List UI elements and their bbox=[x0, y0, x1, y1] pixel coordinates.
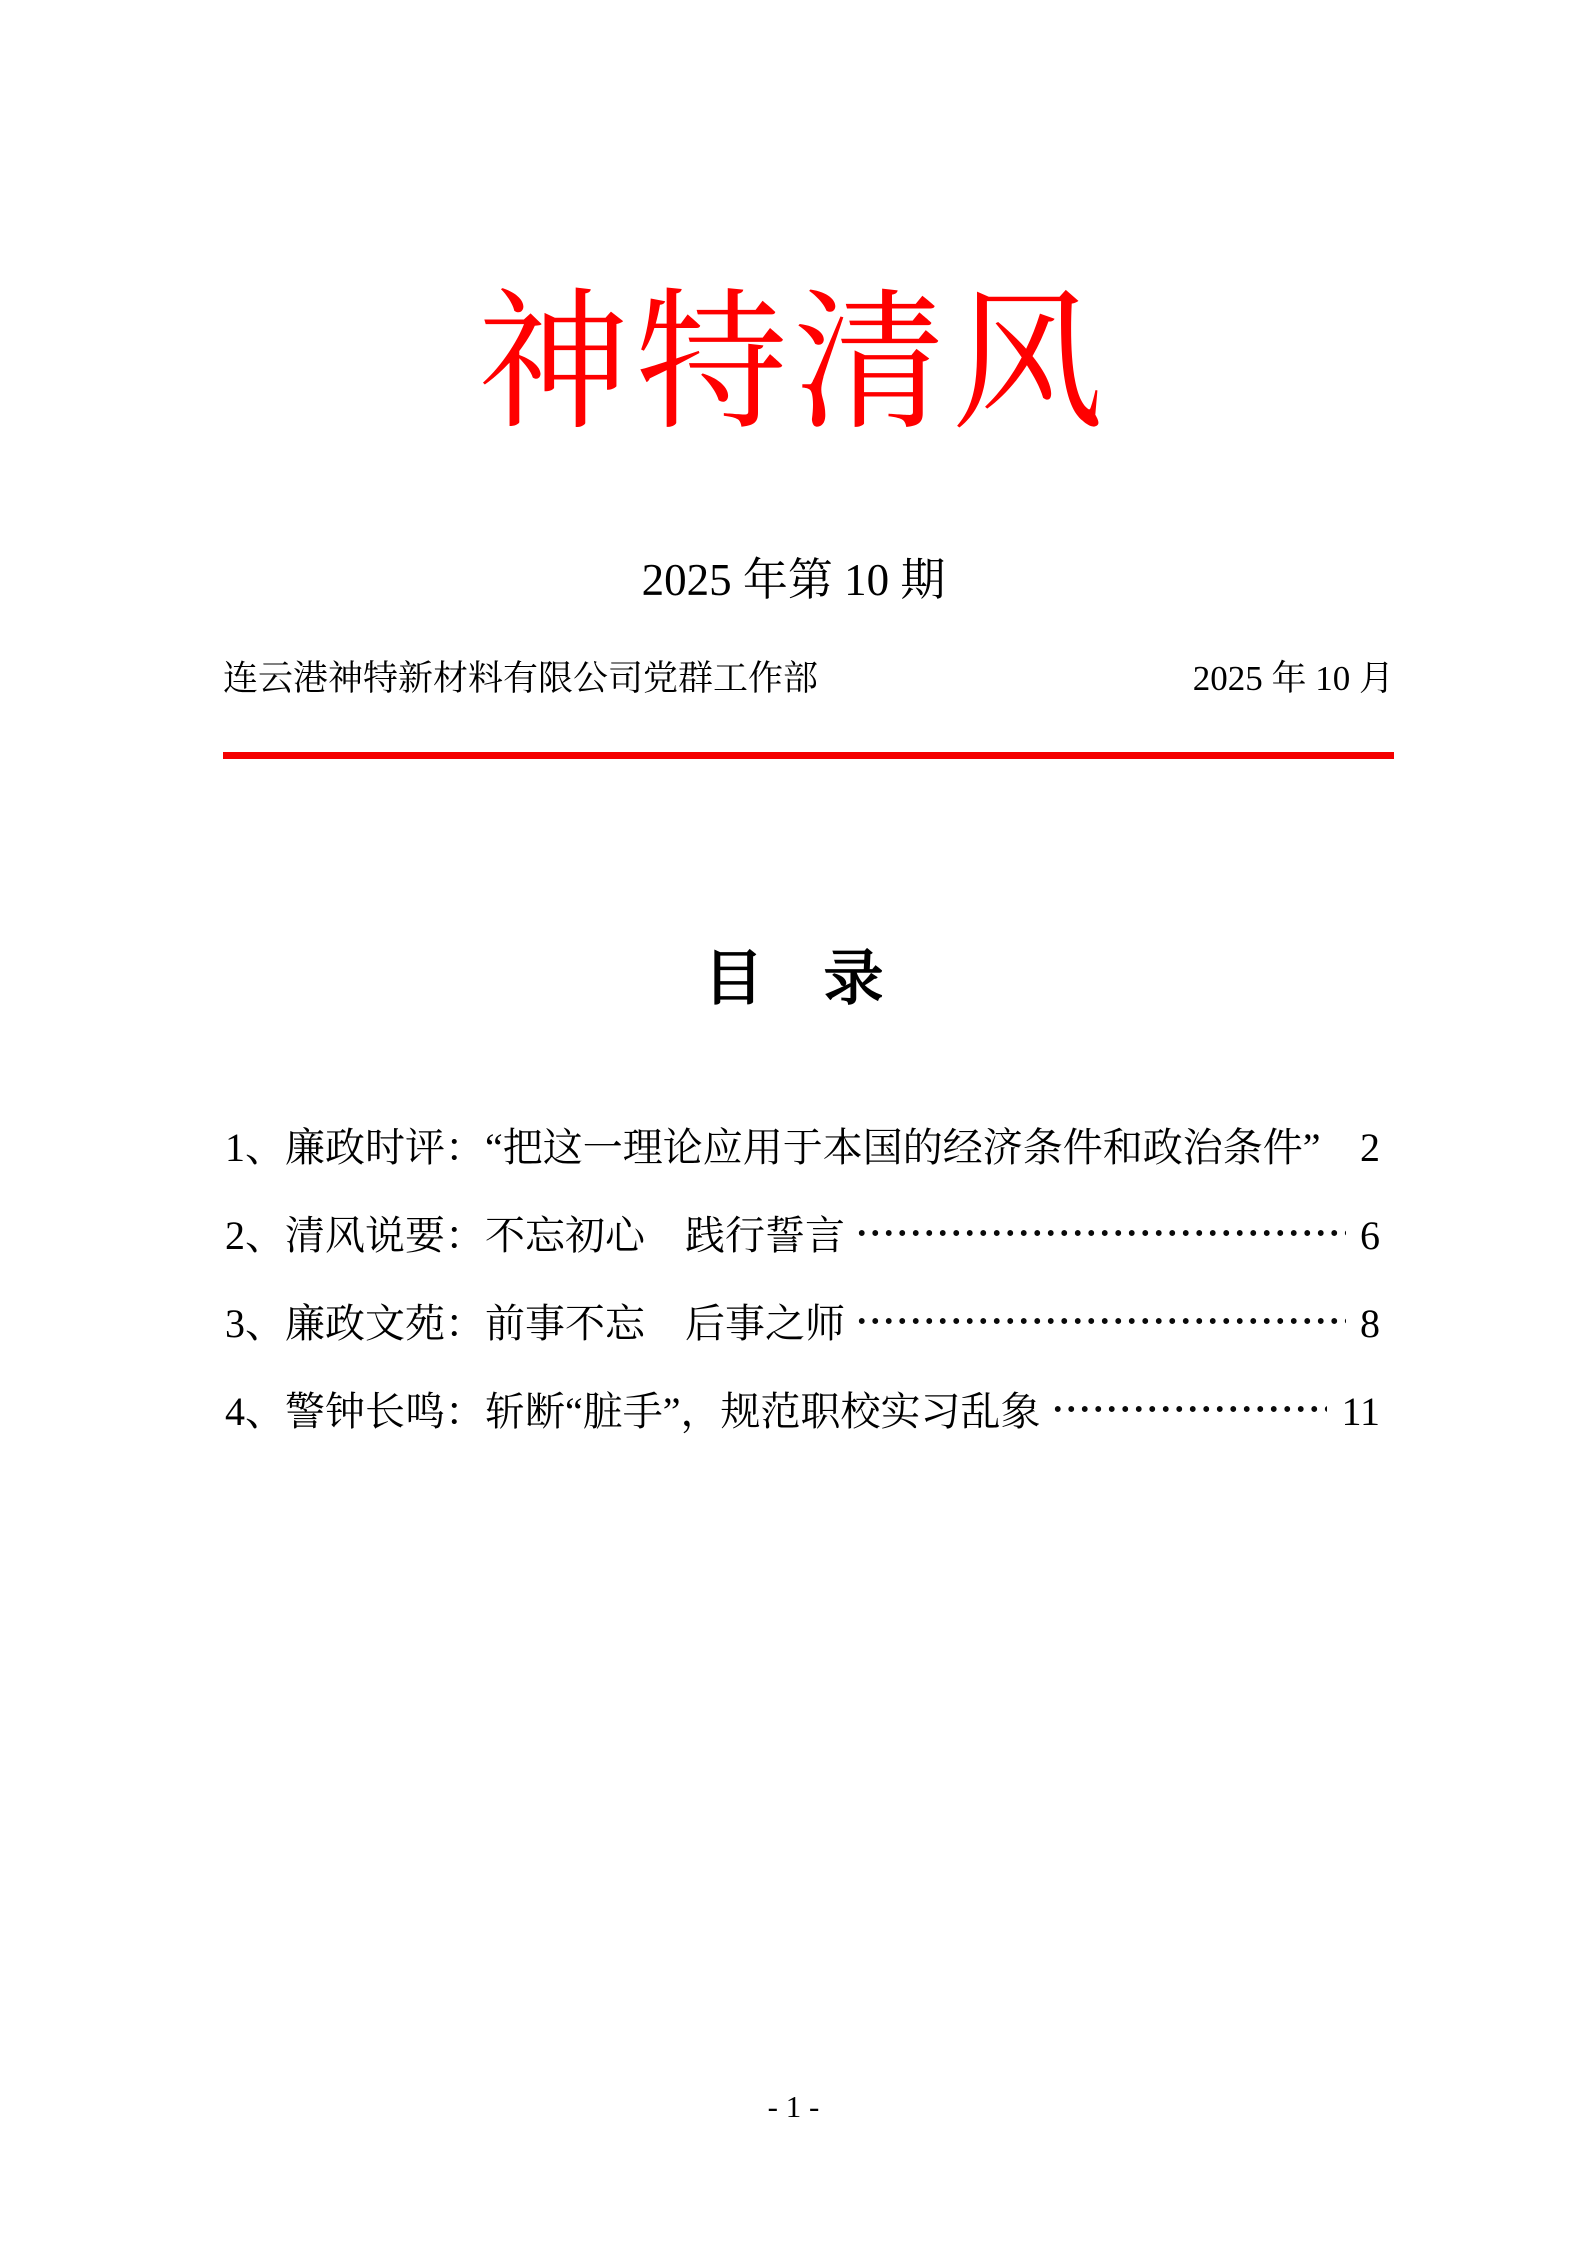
toc-item-label: 4、警钟长鸣：斩断“脏手”，规范职校实习乱象 bbox=[225, 1389, 1041, 1434]
toc-dot-leader bbox=[1051, 1389, 1328, 1429]
toc-spacer bbox=[1331, 1125, 1346, 1165]
page-number: - 1 - bbox=[767, 2089, 820, 2124]
toc-item-page-number: 6 bbox=[1360, 1213, 1380, 1258]
toc-list bbox=[225, 1104, 1380, 1456]
issue-date: 2025 年 10 月 bbox=[1192, 659, 1394, 698]
red-divider-rule bbox=[223, 752, 1394, 759]
toc-item[interactable] bbox=[225, 1192, 1380, 1280]
toc-item-page-number: 8 bbox=[1360, 1301, 1380, 1346]
issue-number-line: 2025 年第 10 期 bbox=[641, 555, 946, 605]
toc-item-label: 2、清风说要：不忘初心 践行誓言 bbox=[225, 1213, 845, 1258]
publisher-name: 连云港神特新材料有限公司党群工作部 bbox=[223, 659, 819, 698]
toc-item-page-number: 11 bbox=[1341, 1389, 1380, 1434]
toc-item-label: 1、廉政时评：“把这一理论应用于本国的经济条件和政治条件” bbox=[225, 1125, 1321, 1170]
toc-item[interactable] bbox=[225, 1368, 1380, 1456]
toc-dot-leader bbox=[855, 1213, 1346, 1253]
toc-dot-leader bbox=[855, 1301, 1346, 1341]
toc-item[interactable] bbox=[225, 1280, 1380, 1368]
masthead-title: 神特清风 bbox=[477, 280, 1110, 448]
publisher-row bbox=[223, 658, 1394, 700]
toc-heading: 目 录 bbox=[703, 946, 884, 1012]
toc-item-page-number: 2 bbox=[1360, 1125, 1380, 1170]
toc-item-label: 3、廉政文苑：前事不忘 后事之师 bbox=[225, 1301, 845, 1346]
toc-item[interactable] bbox=[225, 1104, 1380, 1192]
